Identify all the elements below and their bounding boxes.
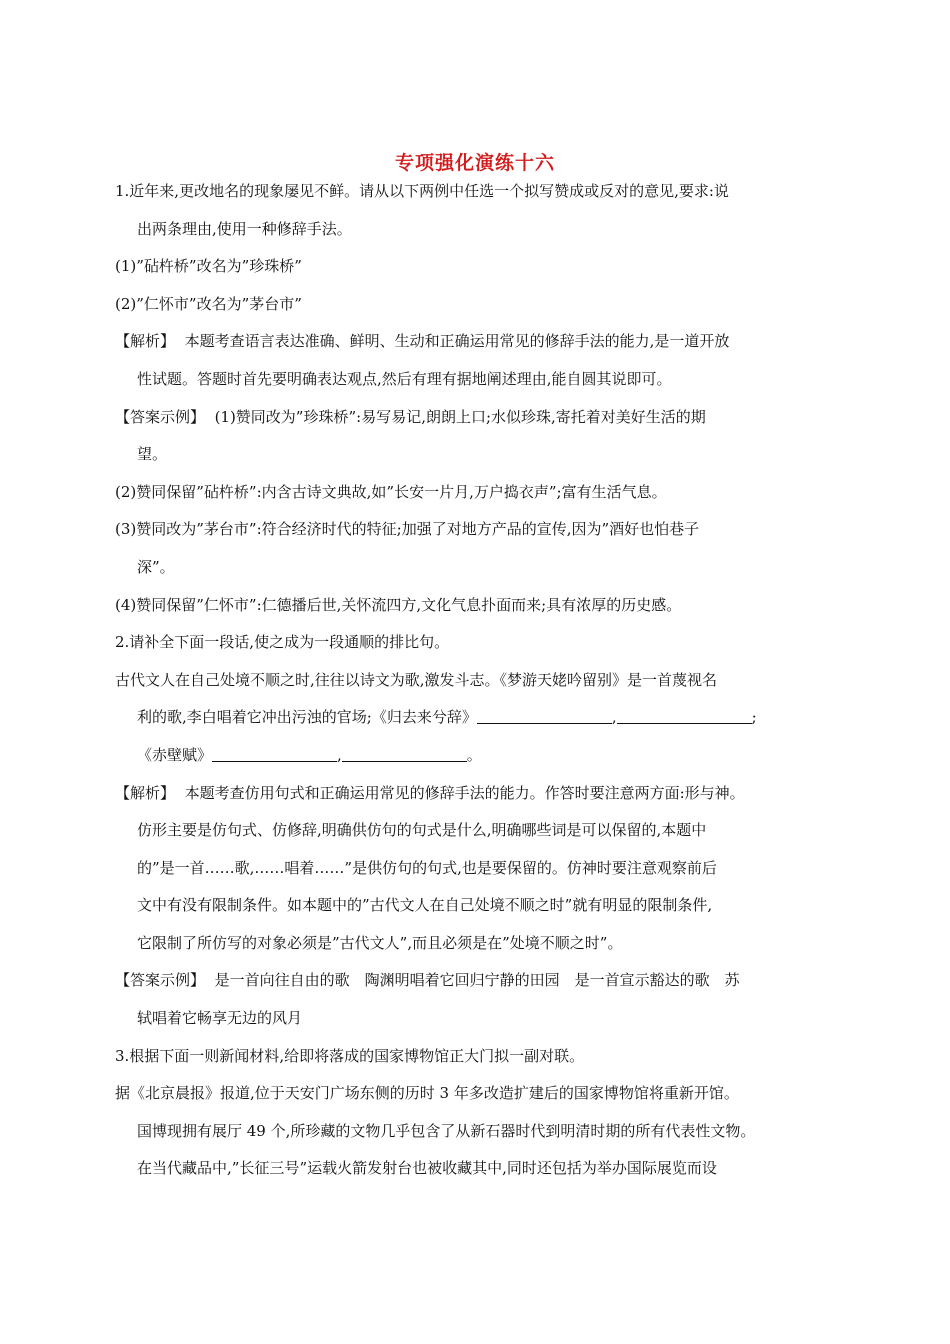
q3-passage: 据《北京晨报》报道,位于天安门广场东侧的历时 3 年多改造扩建后的国家博物馆将重新开馆。 国博现拥有展厅 49 个,所珍藏的文物几乎包含了从新石器时代到明清时期的所有代表性文物。 在当代藏品中,”长征三号”运载火箭发射台也被收藏其中,同时还包括为举办国际展览而设 (115, 1084, 756, 1178)
q1-stem: 1.近年来,更改地名的现象屡见不鲜。请从以下两例中任选一个拟写赞成或反对的意见,要求:说 出两条理由,使用一种修辞手法。 (115, 182, 729, 238)
answer-blank-3[interactable] (212, 746, 337, 762)
answer-tag: 【答案示例】 (115, 407, 206, 426)
answer-tag: 【答案示例】 (115, 971, 206, 990)
answer-blank-1[interactable] (477, 708, 612, 724)
page-title: 专项强化演练十六 (394, 152, 555, 174)
q2-analysis: 【解析】 本题考查仿用句式和正确运用常见的修辞手法的能力。作答时要注意两方面:形与神。 仿形主要是仿句式、仿修辞,明确供仿句的句式是什么,明确哪些词是可以保留的,本题中 的”是一首……歌,……唱着……”是供仿句的句式,也是要保留的。仿神时要注意观察前后 文中有没有限制条件。如本题中的”古代文人在自己处境不顺之时”就有明显的限制条件, 它限制了所仿写的对象必须是”古代文人”,而且必须是在”处境不顺之时”。 (115, 783, 745, 952)
q2-stem: 2.请补全下面一段话,使之成为一段通顺的排比句。 (115, 633, 450, 652)
q2-answer: 【答案示例】 是一首向往自由的歌 陶渊明唱着它回归宁静的田园 是一首宣示豁达的歌 苏 轼唱着它畅享无边的风月 (115, 971, 740, 1028)
q1-answer-4: (4)赞同保留”仁怀市”:仁德播后世,关怀流四方,文化气息扑面而来;具有浓厚的历史感。 (115, 595, 682, 614)
q1-option-1: (1)”砧杵桥”改名为”珍珠桥” (115, 257, 302, 276)
analysis-tag: 【解析】 (115, 783, 176, 802)
q1-analysis: 【解析】 本题考查语言表达准确、鲜明、生动和正确运用常见的修辞手法的能力,是一道开放 性试题。答题时首先要明确表达观点,然后有理有据地阐述理由,能自圆其说即可。 (115, 332, 730, 388)
answer-blank-4[interactable] (342, 746, 467, 762)
q1-answer-2: (2)赞同保留”砧杵桥”:内含古诗文典故,如”长安一片月,万户捣衣声”;富有生活气息。 (115, 482, 667, 501)
q3-stem: 3.根据下面一则新闻材料,给即将落成的国家博物馆正大门拟一副对联。 (115, 1046, 585, 1065)
document-body (115, 173, 830, 1188)
q1-answer-3: (3)赞同改为”茅台市”:符合经济时代的特征;加强了对地方产品的宣传,因为”酒好也怕巷子 深”。 (115, 520, 700, 576)
q1-option-2: (2)”仁怀市”改名为”茅台市” (115, 294, 302, 313)
q1-answer-1: 【答案示例】 (1)赞同改为”珍珠桥”:易写易记,朗朗上口;水似珍珠,寄托着对美好生活的期 望。 (115, 407, 706, 464)
q2-passage: 古代文人在自己处境不顺之时,往往以诗文为歌,激发斗志。《梦游天姥吟留别》是一首蔑视名 利的歌,李白唱着它冲出污浊的官场;《归去来兮辞》 , ; 《赤壁赋》 , 。 (115, 670, 757, 764)
answer-blank-2[interactable] (617, 708, 752, 724)
analysis-tag: 【解析】 (115, 332, 176, 351)
